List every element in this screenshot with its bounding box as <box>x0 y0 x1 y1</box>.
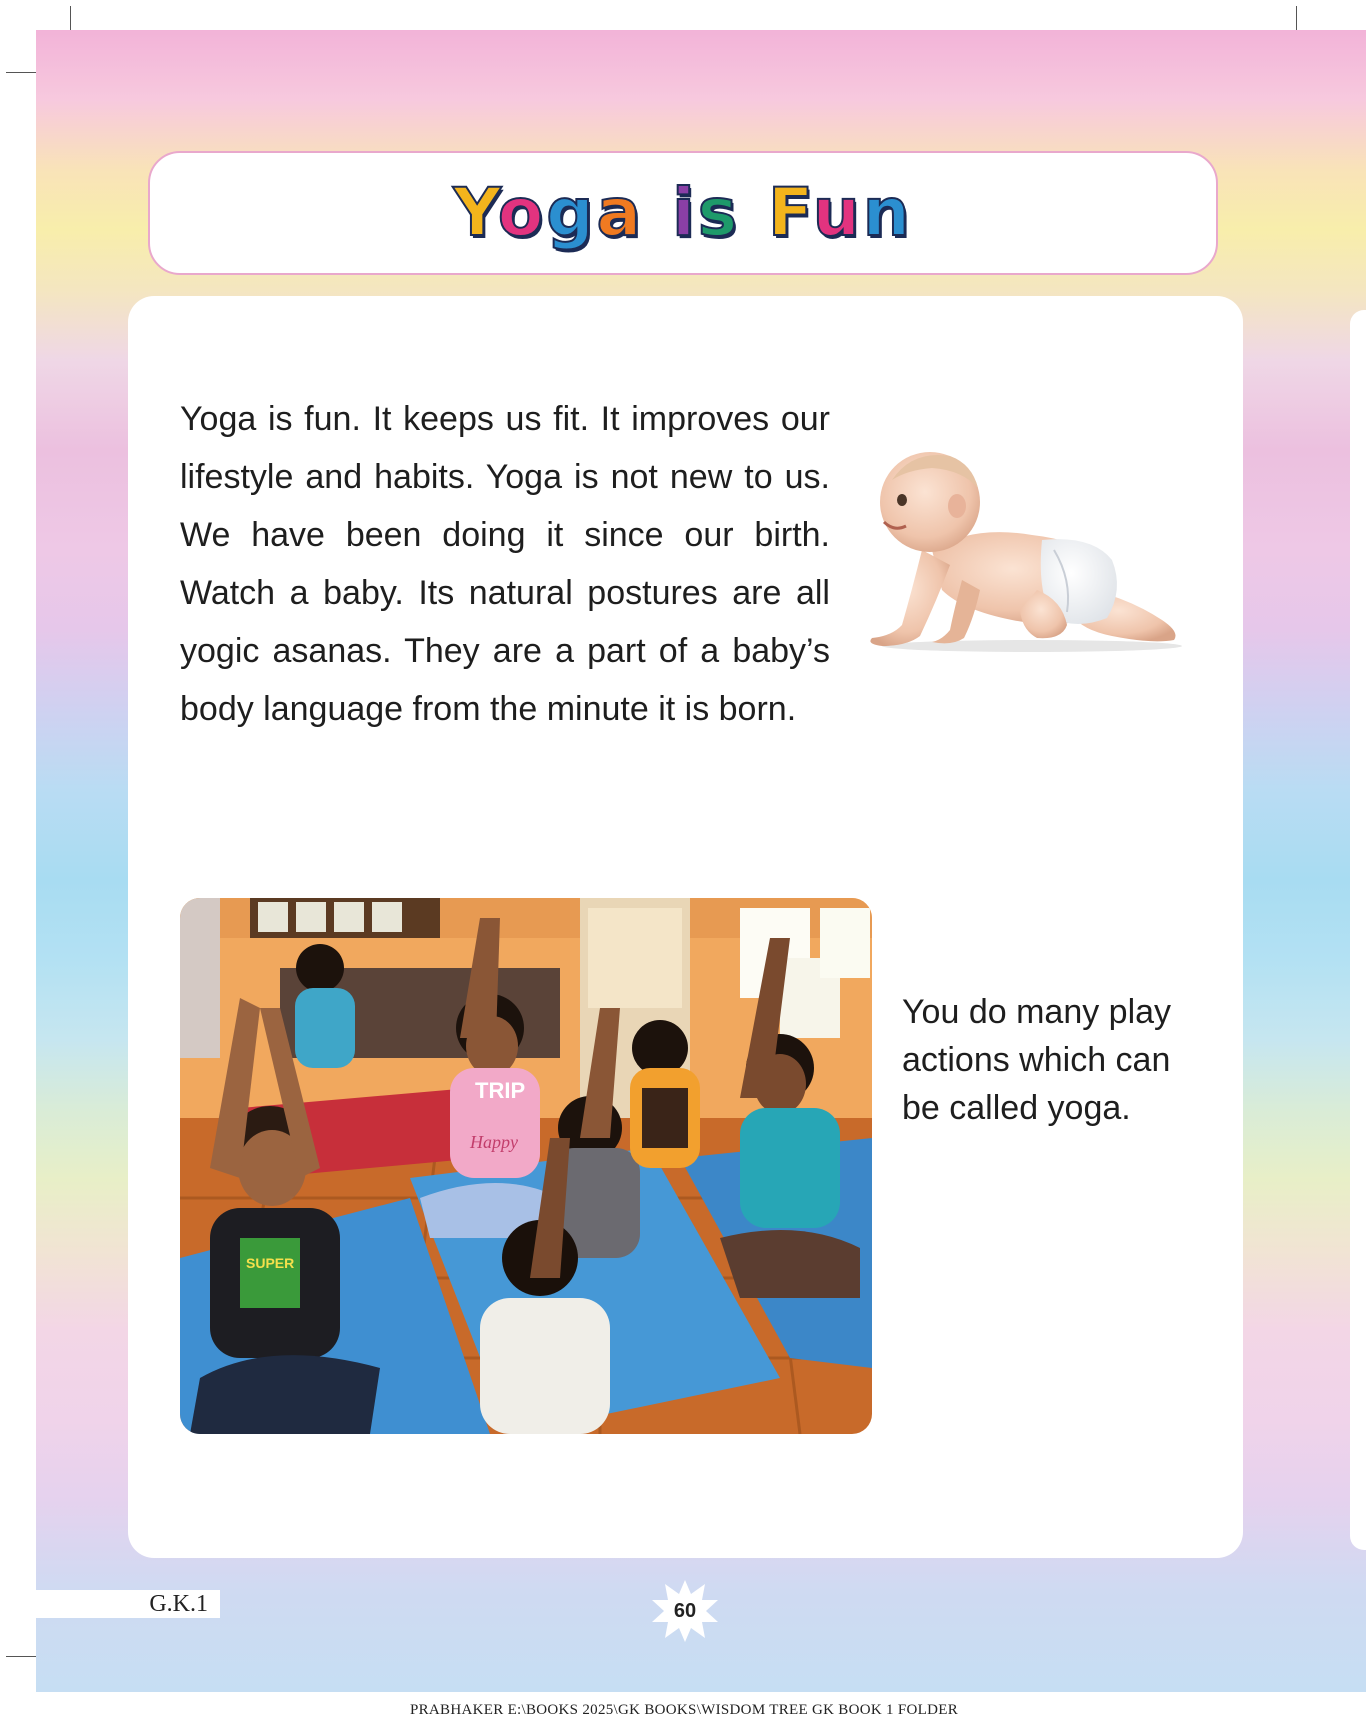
title-letter: i <box>672 174 698 251</box>
title-word <box>672 174 740 251</box>
book-label: G.K.1 <box>36 1590 220 1618</box>
tshirt-text: TRIP <box>475 1078 526 1103</box>
title-letter: n <box>862 174 913 251</box>
title-letter: F <box>767 174 813 251</box>
tshirt-text: SUPER <box>246 1255 295 1271</box>
page-number-badge <box>650 1578 720 1644</box>
intro-paragraph: Yoga is fun. It keeps us fit. It improves our lifestyle and habits. Yoga is not new to us. We have been doing it since our birth. Watch a baby. Its natural postures are all yogic asanas. They are a part of a baby’s body language from the minute it is born. <box>180 400 830 728</box>
crop-mark <box>6 1656 36 1657</box>
next-page-edge <box>1350 310 1368 1550</box>
title-letter: s <box>697 174 740 251</box>
tshirt-text: Happy <box>470 1132 518 1152</box>
title-letter: g <box>546 174 597 251</box>
title-letter: a <box>596 174 645 251</box>
title-letter: u <box>812 174 863 251</box>
side-caption: You do many play actions which can be called yoga. <box>902 993 1172 1127</box>
page-title <box>439 174 927 251</box>
title-word <box>768 174 913 251</box>
title-letter: Y <box>453 174 498 251</box>
title-word <box>453 174 644 251</box>
crawling-baby-image <box>862 440 1192 652</box>
page-number: 60 <box>673 1599 697 1622</box>
children-yoga-photo <box>180 898 872 1434</box>
title-banner <box>148 151 1218 275</box>
file-path-slug: PRABHAKER E:\BOOKS 2025\GK BOOKS\WISDOM TREE GK BOOK 1 FOLDER <box>409 1702 959 1718</box>
title-letter: o <box>497 174 547 251</box>
crop-mark <box>6 72 36 73</box>
